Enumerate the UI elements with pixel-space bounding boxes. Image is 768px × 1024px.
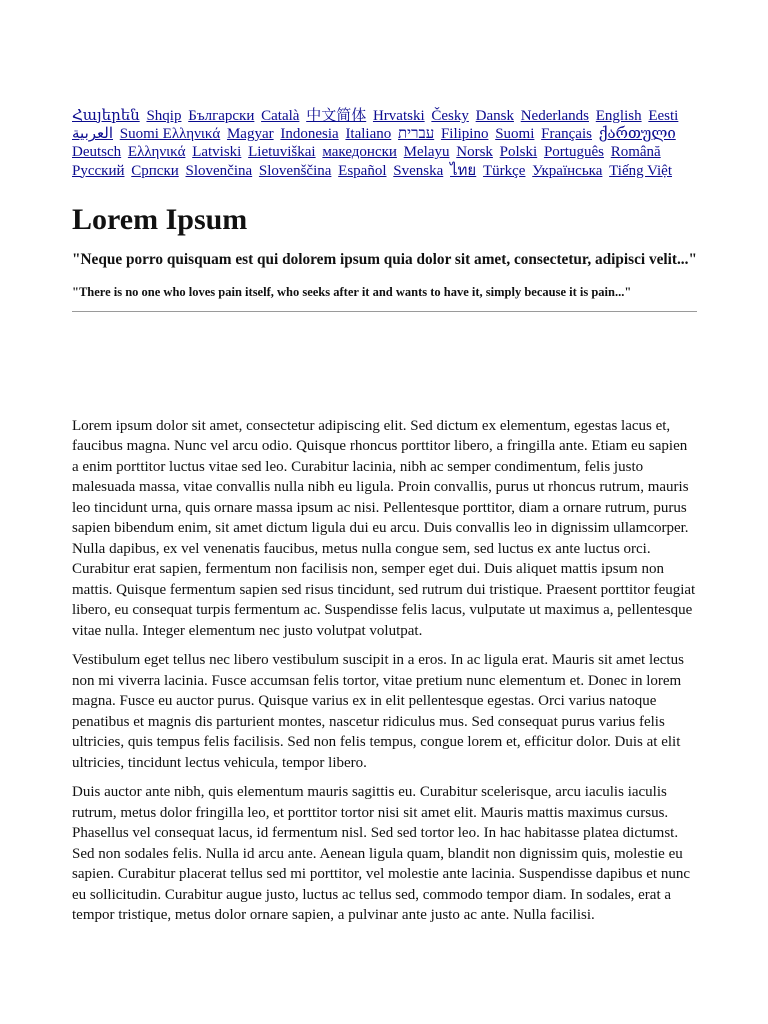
lang-link-danish[interactable]: Dansk [475,108,514,124]
lang-link-lithuanian[interactable]: Lietuviškai [248,144,316,161]
lang-link-vietnamese[interactable]: Tiếng Việt [609,162,673,179]
lang-link-unrendered[interactable]: Suomi Ελληνικά [119,126,221,143]
lang-link-czech[interactable]: Česky [431,108,469,124]
lang-link-german[interactable]: Deutsch [72,144,122,161]
language-selector [72,107,697,180]
lang-link-dutch[interactable]: Nederlands [520,108,590,124]
lang-link-spanish[interactable]: Español [338,162,387,179]
page-title: Lorem Ipsum [72,202,248,236]
paragraph: Vestibulum eget tellus nec libero vestibulum suscipit in a eros. In ac ligula erat. Mauris sit amet lectus non mi viverra lacinia. Fusce accumsan felis tortor, vitae pretium nunc elementum et. Donec in lorem magna. Fusce eu auctor purus. Quisque varius ex in elit pellentesque egestas. Orci varius natoque penatibus et magnis dis parturient montes, nascetur ridiculus mus. Sed consequat purus varius felis ultricies, quis tempus felis facilisis. Sed non felis tempus, congue lorem et, efficitur dolor. Duis at elit ultricies, tincidunt lectus vehicula, tempor libero. [72,652,684,771]
lang-link-norwegian[interactable]: Norsk [456,144,493,161]
lang-link-malay[interactable]: Melayu [403,144,450,161]
lang-link-turkish[interactable]: Türkçe [482,162,526,179]
lang-link-arabic[interactable]: العربية [72,126,113,143]
page-content [72,107,697,935]
lang-link-portuguese[interactable]: Português [543,144,604,161]
lang-link-indonesian[interactable]: Indonesia [280,126,339,143]
lang-link-slovak[interactable]: Slovenčina [185,162,253,179]
lang-link-english[interactable]: English [595,108,642,124]
quote-heading: "Neque porro quisquam est qui dolorem ipsum quia dolor sit amet, consectetur, adipisci velit..." [72,250,697,268]
lang-link-catalan[interactable]: Català [261,108,300,124]
lang-link-thai[interactable]: ไทย [450,162,477,179]
lorem-text-body [72,416,697,926]
lang-link-swedish[interactable]: Svenska [393,162,444,179]
lang-link-latvian[interactable]: Latviski [192,144,242,161]
paragraph: Duis auctor ante nibh, quis elementum mauris sagittis eu. Curabitur scelerisque, arcu iaculis iaculis rutrum, metus dolor fringilla leo, et porttitor tortor nisi sit amet elit. Mauris mattis maximus cursus. Phasellus vel consequat lacus, id fermentum nisl. Sed sed tortor leo. In hac habitasse platea dictumst. Sed non sodales felis. Nulla id arcu ante. Aenean ligula quam, blandit non dignissim quis, molestie eu sapien. Curabitur placerat tellus sed mi porttitor, vel molestie ante lacinia. Suspendisse dapibus et nunc eu sollicitudin. Curabitur augue justo, luctus ac tellus sed, commodo tempor diam. In sodales, erat a tempor tristique, metus dolor ornare sapien, a pulvinar ante justo ac ante. Nulla facilisi. [72,784,690,924]
lang-link-georgian[interactable]: ქართული [598,126,676,143]
lang-link-estonian[interactable]: Eesti [648,108,679,124]
lang-link-polish[interactable]: Polski [499,144,538,161]
lang-link-romanian[interactable]: Română [610,144,661,161]
lang-link-croatian[interactable]: Hrvatski [372,108,425,124]
lang-link-chinese[interactable]: 中文简体 [306,108,367,124]
lang-link-filipino[interactable]: Filipino [440,126,489,143]
lang-link-russian[interactable]: Pyccкий [72,162,125,179]
lang-link-italian[interactable]: Italiano [345,126,392,143]
lang-link-albanian[interactable]: Shqip [146,108,182,124]
lang-link-finnish[interactable]: Suomi [495,126,535,143]
paragraph: Lorem ipsum dolor sit amet, consectetur adipiscing elit. Sed dictum ex elementum, egestas lacus et, faucibus magna. Nunc vel arcu odio. Quisque rhoncus porttitor libero, a fringilla ante. Etiam eu sapien a enim porttitor luctus vitae sed leo. Curabitur lacinia, nibh ac semper condimentum, felis justo malesuada massa, vitae convallis nulla nibh eu ligula. Proin convallis, purus ut rhoncus rutrum, mauris leo tincidunt urna, quis ornare massa ipsum ac nisi. Pellentesque porttitor, diam a ornare rutrum, purus sapien bibendum enim, sit amet dictum ligula dui eu arcu. Duis convallis leo in dignissim ullamcorper. Nulla dapibus, ex vel venenatis faucibus, metus nulla congue sem, sed luctus ex ante luctus orci. Curabitur erat sapien, fermentum non facilisis non, semper eget dui. Duis aliquet mattis ipsum non mattis. Quisque fermentum sapien sed risus tincidunt, sed rutrum dui tristique. Praesent porttitor feugiat libero, eu consequat turpis fermentum ac. Suspendisse felis lacus, vulputate ut maximus a, pellentesque vitae nulla. Integer elementum nec justo volutpat volutpat. [72,417,696,639]
blank-banner-area [72,312,697,416]
lang-link-hungarian[interactable]: Magyar [226,126,274,143]
lang-link-slovenian[interactable]: Slovenščina [258,162,332,179]
lang-link-armenian[interactable]: Հայերեն [72,108,140,124]
lang-link-bulgarian[interactable]: Български [188,108,255,124]
lang-link-ukrainian[interactable]: Українська [532,162,603,179]
lang-link-hebrew[interactable]: עברית [398,126,435,143]
lang-link-greek[interactable]: Ελληνικά [127,144,186,161]
lang-link-macedonian[interactable]: македонски [322,144,397,161]
lang-link-serbian[interactable]: Српски [131,162,179,179]
quote-translation: "There is no one who loves pain itself, who seeks after it and wants to have it, simply because it is pain..." [72,284,632,299]
lang-link-french[interactable]: Français [541,126,592,143]
